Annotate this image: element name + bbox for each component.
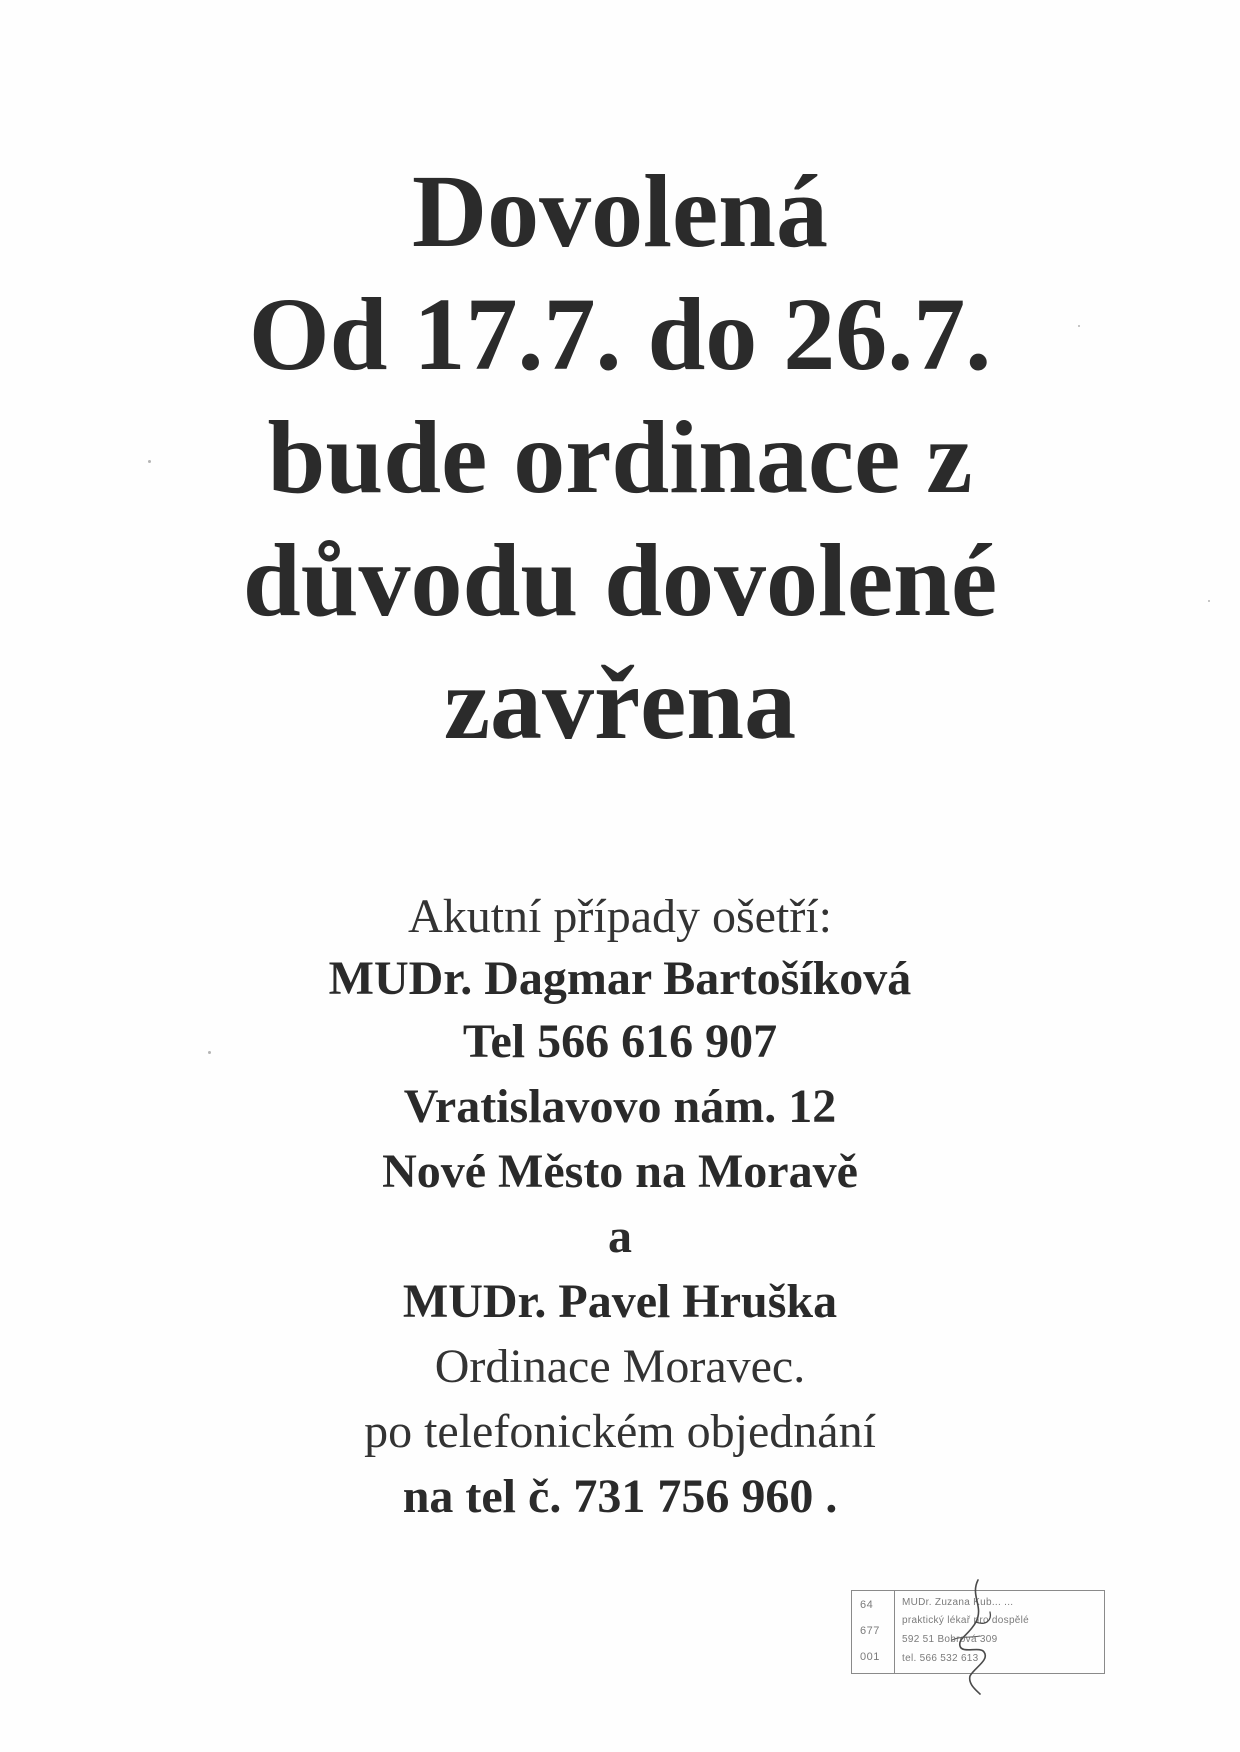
acute-heading: Akutní případy ošetří: xyxy=(408,890,832,943)
doctor1-city: Nové Město na Moravě xyxy=(382,1145,858,1198)
headline-line-5: zavřena xyxy=(443,646,797,761)
stamp-line: praktický lékař pro dospělé xyxy=(902,1615,1030,1626)
handwritten-signature xyxy=(940,1576,1010,1696)
doctor2-phone: na tel č. 731 756 960 . xyxy=(402,1470,838,1523)
scan-speck xyxy=(1208,600,1210,602)
doctor1-street: Vratislavovo nám. 12 xyxy=(403,1080,837,1133)
stamp-line: MUDr. Zuzana Kub... ... xyxy=(902,1597,1014,1608)
stamp-line: 592 51 Bobrová 309 xyxy=(902,1634,998,1645)
doctor2-practice: Ordinace Moravec. xyxy=(434,1340,806,1393)
stamp-codes xyxy=(852,1591,895,1673)
scan-speck xyxy=(1078,325,1080,327)
connector: a xyxy=(608,1210,632,1263)
headline-line-3: bude ordinace z xyxy=(267,400,973,515)
headline-line-1: Dovolená xyxy=(412,154,828,269)
doctor2-booking: po telefonickém objednání xyxy=(364,1405,876,1458)
scan-speck xyxy=(208,1051,211,1054)
headline-line-4: důvodu dovolené xyxy=(242,523,998,638)
stamp-code: 677 xyxy=(860,1625,880,1637)
stamp-code: 64 xyxy=(860,1599,874,1611)
doctor2-name: MUDr. Pavel Hruška xyxy=(402,1275,838,1328)
scan-speck xyxy=(148,460,151,463)
headline-line-2: Od 17.7. do 26.7. xyxy=(248,277,992,392)
stamp-code: 001 xyxy=(860,1651,880,1663)
doctor1-name: MUDr. Dagmar Bartošíková xyxy=(328,952,912,1005)
doctor1-phone: Tel 566 616 907 xyxy=(462,1015,778,1068)
stamp-line: tel. 566 532 613 xyxy=(902,1653,979,1664)
